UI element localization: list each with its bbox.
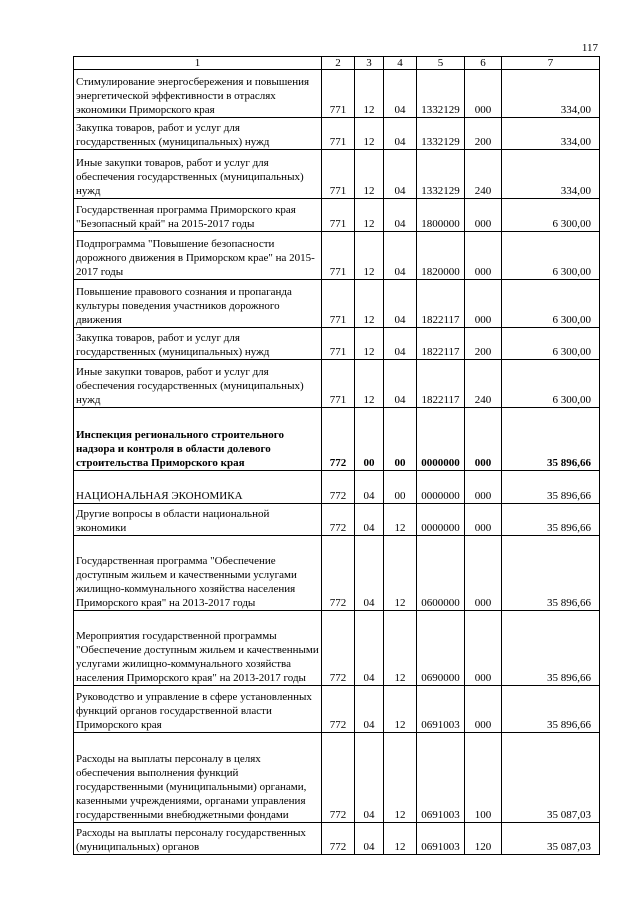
code-3-cell: 12 <box>355 280 384 328</box>
code-3-cell: 04 <box>355 611 384 686</box>
code-4-cell: 04 <box>384 118 417 150</box>
code-5-cell: 1332129 <box>417 150 465 199</box>
code-4-cell: 12 <box>384 733 417 823</box>
code-5-cell: 1822117 <box>417 360 465 408</box>
amount-cell: 35 896,66 <box>502 686 600 733</box>
code-3-cell: 12 <box>355 118 384 150</box>
code-4-cell: 04 <box>384 150 417 199</box>
code-5-cell: 0691003 <box>417 823 465 855</box>
code-5-cell: 1332129 <box>417 70 465 118</box>
amount-cell: 6 300,00 <box>502 280 600 328</box>
code-6-cell: 000 <box>465 504 502 536</box>
code-5-cell: 1822117 <box>417 328 465 360</box>
row-name-cell: Иные закупки товаров, работ и услуг для обеспечения государственных (муниципальных) нужд <box>74 150 322 199</box>
code-5-cell: 0000000 <box>417 471 465 504</box>
amount-cell: 35 896,66 <box>502 611 600 686</box>
code-3-cell: 12 <box>355 199 384 232</box>
table-body <box>74 57 600 855</box>
header-cell: 6 <box>465 57 502 70</box>
amount-cell: 35 087,03 <box>502 823 600 855</box>
row-name-cell: Расходы на выплаты персоналу государственных (муниципальных) органов <box>74 823 322 855</box>
code-4-cell: 12 <box>384 504 417 536</box>
code-3-cell: 04 <box>355 733 384 823</box>
code-2-cell: 771 <box>322 360 355 408</box>
code-6-cell: 240 <box>465 150 502 199</box>
code-5-cell: 1800000 <box>417 199 465 232</box>
amount-cell: 6 300,00 <box>502 199 600 232</box>
code-2-cell: 772 <box>322 471 355 504</box>
code-2-cell: 772 <box>322 686 355 733</box>
amount-cell: 35 896,66 <box>502 471 600 504</box>
row-name-cell: Закупка товаров, работ и услуг для государственных (муниципальных) нужд <box>74 328 322 360</box>
page-number: 117 <box>581 42 598 54</box>
table-header-row <box>74 57 600 70</box>
table-row <box>74 504 600 536</box>
code-4-cell: 04 <box>384 328 417 360</box>
code-6-cell: 000 <box>465 70 502 118</box>
row-name-cell: Мероприятия государственной программы "Обеспечение доступным жильем и качественными услугами жилищно-коммунального хозяйства населения Приморского края" на 2013-2017 годы <box>74 611 322 686</box>
code-4-cell: 00 <box>384 471 417 504</box>
code-6-cell: 000 <box>465 471 502 504</box>
code-5-cell: 0690000 <box>417 611 465 686</box>
amount-cell: 6 300,00 <box>502 232 600 280</box>
code-6-cell: 000 <box>465 232 502 280</box>
code-6-cell: 120 <box>465 823 502 855</box>
table-row <box>74 536 600 611</box>
code-2-cell: 772 <box>322 823 355 855</box>
code-3-cell: 04 <box>355 823 384 855</box>
code-4-cell: 04 <box>384 199 417 232</box>
code-3-cell: 04 <box>355 536 384 611</box>
table-row <box>74 328 600 360</box>
code-5-cell: 0000000 <box>417 408 465 471</box>
code-5-cell: 1820000 <box>417 232 465 280</box>
table-row <box>74 150 600 199</box>
code-2-cell: 771 <box>322 328 355 360</box>
table-row <box>74 471 600 504</box>
row-name-cell: Инспекция регионального строительного надзора и контроля в области долевого строительства Приморского края <box>74 408 322 471</box>
code-4-cell: 04 <box>384 232 417 280</box>
amount-cell: 6 300,00 <box>502 360 600 408</box>
code-6-cell: 000 <box>465 408 502 471</box>
row-name-cell: Государственная программа Приморского края "Безопасный край" на 2015-2017 годы <box>74 199 322 232</box>
amount-cell: 35 896,66 <box>502 504 600 536</box>
code-5-cell: 0691003 <box>417 733 465 823</box>
header-cell: 2 <box>322 57 355 70</box>
code-2-cell: 771 <box>322 70 355 118</box>
row-name-cell: Закупка товаров, работ и услуг для государственных (муниципальных) нужд <box>74 118 322 150</box>
code-2-cell: 771 <box>322 150 355 199</box>
code-2-cell: 772 <box>322 536 355 611</box>
table-row <box>74 232 600 280</box>
code-2-cell: 771 <box>322 118 355 150</box>
code-5-cell: 0600000 <box>417 536 465 611</box>
code-2-cell: 772 <box>322 408 355 471</box>
header-cell: 4 <box>384 57 417 70</box>
code-6-cell: 240 <box>465 360 502 408</box>
code-3-cell: 12 <box>355 70 384 118</box>
code-2-cell: 772 <box>322 733 355 823</box>
header-cell: 3 <box>355 57 384 70</box>
row-name-cell: Подпрограмма "Повышение безопасности дорожного движения в Приморском крае" на 2015-2017 годы <box>74 232 322 280</box>
amount-cell: 334,00 <box>502 70 600 118</box>
code-6-cell: 000 <box>465 199 502 232</box>
code-6-cell: 200 <box>465 328 502 360</box>
code-4-cell: 04 <box>384 70 417 118</box>
code-4-cell: 12 <box>384 611 417 686</box>
row-name-cell: Руководство и управление в сфере установленных функций органов государственной власти Приморского края <box>74 686 322 733</box>
row-name-cell: Повышение правового сознания и пропаганда культуры поведения участников дорожного движения <box>74 280 322 328</box>
code-3-cell: 04 <box>355 686 384 733</box>
amount-cell: 6 300,00 <box>502 328 600 360</box>
table-row <box>74 823 600 855</box>
code-6-cell: 000 <box>465 611 502 686</box>
table-row <box>74 118 600 150</box>
code-3-cell: 12 <box>355 232 384 280</box>
code-6-cell: 200 <box>465 118 502 150</box>
table-row <box>74 733 600 823</box>
code-4-cell: 12 <box>384 686 417 733</box>
code-3-cell: 12 <box>355 150 384 199</box>
row-name-cell: Иные закупки товаров, работ и услуг для обеспечения государственных (муниципальных) нужд <box>74 360 322 408</box>
code-3-cell: 04 <box>355 471 384 504</box>
code-4-cell: 12 <box>384 536 417 611</box>
amount-cell: 334,00 <box>502 150 600 199</box>
code-6-cell: 000 <box>465 536 502 611</box>
table-row <box>74 360 600 408</box>
code-5-cell: 0000000 <box>417 504 465 536</box>
code-5-cell: 1822117 <box>417 280 465 328</box>
code-2-cell: 772 <box>322 611 355 686</box>
code-4-cell: 04 <box>384 360 417 408</box>
code-3-cell: 00 <box>355 408 384 471</box>
code-6-cell: 100 <box>465 733 502 823</box>
row-name-cell: Стимулирование энергосбережения и повышения энергетической эффективности в отраслях экономики Приморского края <box>74 70 322 118</box>
row-name-cell: Другие вопросы в области национальной экономики <box>74 504 322 536</box>
row-name-cell: Расходы на выплаты персоналу в целях обеспечения выполнения функций государственными (муниципальными) органами, казенными учреждениями, органами управления государственными внебюджетными фондами <box>74 733 322 823</box>
table-row <box>74 199 600 232</box>
code-4-cell: 12 <box>384 823 417 855</box>
table-row <box>74 408 600 471</box>
code-6-cell: 000 <box>465 686 502 733</box>
row-name-cell: НАЦИОНАЛЬНАЯ ЭКОНОМИКА <box>74 471 322 504</box>
amount-cell: 35 087,03 <box>502 733 600 823</box>
code-5-cell: 0691003 <box>417 686 465 733</box>
amount-cell: 35 896,66 <box>502 536 600 611</box>
table-row <box>74 686 600 733</box>
header-cell: 5 <box>417 57 465 70</box>
code-4-cell: 04 <box>384 280 417 328</box>
code-3-cell: 04 <box>355 504 384 536</box>
amount-cell: 334,00 <box>502 118 600 150</box>
row-name-cell: Государственная программа "Обеспечение доступным жильем и качественными услугами жилищно-коммунального хозяйства населения Приморского края" на 2013-2017 годы <box>74 536 322 611</box>
header-cell: 1 <box>74 57 322 70</box>
code-2-cell: 771 <box>322 280 355 328</box>
code-3-cell: 12 <box>355 360 384 408</box>
budget-table <box>73 56 600 855</box>
code-4-cell: 00 <box>384 408 417 471</box>
header-cell: 7 <box>502 57 600 70</box>
code-5-cell: 1332129 <box>417 118 465 150</box>
code-6-cell: 000 <box>465 280 502 328</box>
table-row <box>74 611 600 686</box>
code-2-cell: 771 <box>322 199 355 232</box>
table-row <box>74 280 600 328</box>
table-row <box>74 70 600 118</box>
code-2-cell: 772 <box>322 504 355 536</box>
code-3-cell: 12 <box>355 328 384 360</box>
code-2-cell: 771 <box>322 232 355 280</box>
amount-cell: 35 896,66 <box>502 408 600 471</box>
